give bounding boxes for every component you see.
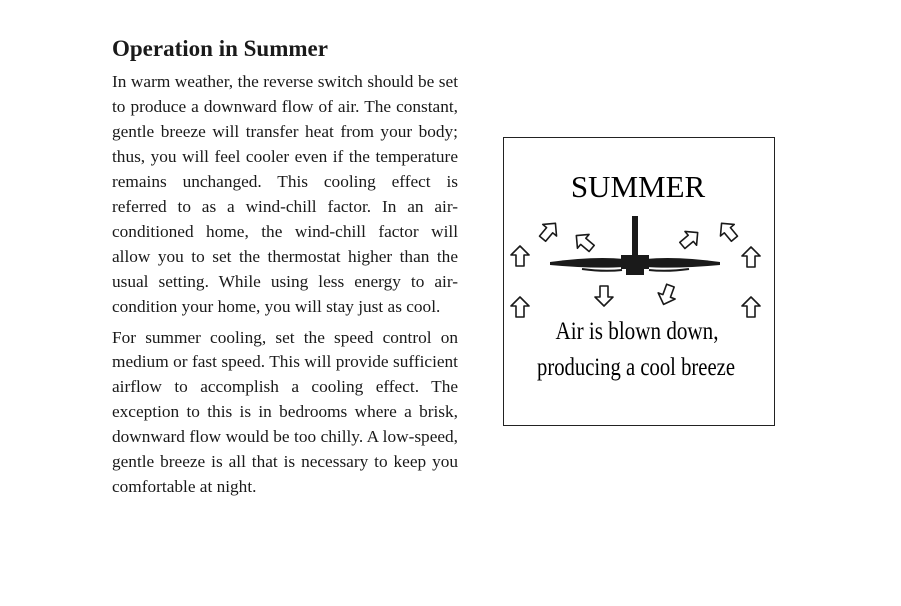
- text-column: [112, 34, 458, 500]
- arrow-up-right-icon: [536, 218, 563, 245]
- arrow-up-left-icon: [571, 229, 598, 256]
- arrow-down-left-icon: [655, 283, 679, 308]
- arrow-up-right-icon: [677, 226, 704, 253]
- figure-caption-line1: Air is blown down,: [555, 318, 719, 345]
- arrow-up-icon: [742, 297, 760, 317]
- paragraph-summer-intro: In warm weather, the reverse switch should be set to produce a downward flow of air. The constant, gentle breeze will transfer heat from your body; thus, you will feel cooler even if the temperature remains unchanged. This cooling effect is referred to as a wind-chill factor. In an air-conditioned home, the wind-chill factor will allow you to set the thermostat higher than the usual setting. While using less energy to air-condition your home, you will stay just as cool.: [112, 72, 458, 316]
- paragraph-speed-control: For summer cooling, set the speed control on medium or fast speed. This will provide sufficient airflow to accomplish a cooling effect. The exception to this is in bedrooms where a brisk, downward flow would be too chilly. A low-speed, gentle breeze is all that is necessary to keep you comfortable at night.: [112, 327, 458, 497]
- arrow-down-icon: [595, 286, 613, 306]
- arrow-up-icon: [511, 297, 529, 317]
- section-heading: Operation in Summer: [112, 36, 328, 61]
- fan-diagram: [504, 138, 776, 427]
- figure-caption-line2: producing a cool breeze: [537, 354, 735, 381]
- summer-fan-illustration: [503, 137, 775, 426]
- arrow-up-icon: [742, 247, 760, 267]
- figure-title: SUMMER: [570, 169, 706, 204]
- ceiling-fan-icon: [550, 216, 720, 275]
- arrow-up-icon: [511, 246, 529, 266]
- arrow-up-left-icon: [715, 218, 742, 245]
